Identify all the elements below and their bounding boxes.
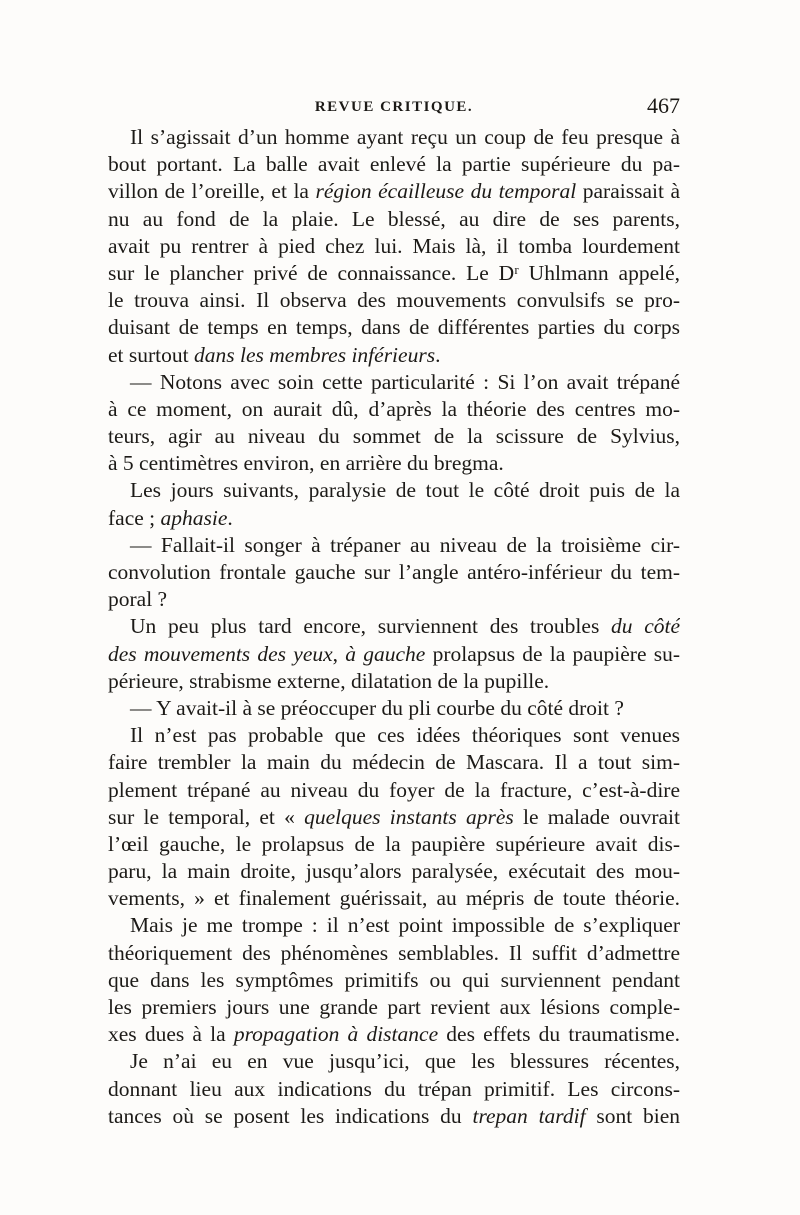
text-line [108, 641, 680, 668]
text-run: à 5 centimètres environ, en arrière du bregma. [108, 451, 504, 476]
text-run: duisant de temps en temps, dans de différentes parties du corps [108, 315, 680, 340]
text-line [108, 559, 680, 586]
text-line [108, 994, 680, 1021]
text-run: Les jours suivants, paralysie de tout le côté droit puis de la [130, 478, 680, 503]
text-line [108, 532, 680, 559]
text-run: sont bien [585, 1103, 680, 1128]
text-line [108, 206, 680, 233]
text-line [108, 178, 680, 205]
page-number: 467 [647, 93, 680, 118]
text-line [108, 287, 680, 314]
text-run: donnant lieu aux indications du trépan primitif. Les circons- [108, 1076, 680, 1101]
text-line [108, 940, 680, 967]
text-run: Mais je me trompe : il n’est point impossible de s’expliquer [130, 913, 680, 938]
text-run: et surtout [108, 342, 194, 367]
text-line [108, 885, 680, 912]
text-line [108, 613, 680, 640]
italic-phrase: à gauche [345, 641, 426, 666]
text-run: périeure, strabisme externe, dilatation de la pupille. [108, 668, 550, 693]
text-line [108, 314, 680, 341]
text-run: xes dues à la [108, 1022, 234, 1047]
text-run: Je n’ai eu en vue jusqu’ici, que les blessures récentes, [130, 1049, 680, 1074]
text-run: l’œil gauche, le prolapsus de la paupière supérieure avait dis- [108, 831, 680, 856]
text-run: les premiers jours une grande part revient aux lésions comple- [108, 995, 680, 1019]
italic-phrase: dans les membres inférieurs [194, 342, 436, 367]
text-run: sur le plancher privé de connaissance. Le Dʳ Uhlmann appelé, [108, 260, 680, 285]
text-run: villon de l’oreille, et la [108, 179, 316, 204]
text-run: bout portant. La balle avait enlevé la partie supérieure du pa- [108, 152, 680, 177]
text-run: vements, » et finalement guérissait, au mépris de toute théorie. [108, 886, 680, 911]
italic-phrase: des mouvements des yeux [108, 641, 333, 666]
text-run: avait pu rentrer à pied chez lui. Mais là, il tomba lourdement [108, 233, 680, 258]
text-line [108, 1048, 680, 1075]
text-line [108, 260, 680, 287]
text-line [108, 967, 680, 994]
italic-phrase: aphasie [160, 505, 228, 530]
text-line [108, 151, 680, 178]
italic-phrase: trepan tardif [472, 1103, 586, 1128]
text-run: , [332, 641, 346, 666]
text-line [108, 396, 680, 423]
text-line [108, 831, 680, 858]
italic-phrase: quelques instants après [304, 804, 514, 829]
text-line [108, 668, 680, 695]
italic-phrase: propagation à distance [233, 1022, 439, 1047]
text-line [108, 369, 680, 396]
text-line [108, 124, 680, 151]
text-line [108, 722, 680, 749]
text-line [108, 749, 680, 776]
text-run: que dans les symptômes primitifs ou qui surviennent pendant [108, 967, 680, 992]
text-line [108, 450, 680, 477]
text-line [108, 804, 680, 831]
text-run: — Y avait-il à se préoccuper du pli courbe du côté droit ? [130, 695, 624, 720]
running-head [108, 93, 680, 121]
text-run: des effets du traumatisme. [438, 1022, 680, 1047]
text-run: . [227, 505, 233, 530]
text-run: prolapsus de la paupière su- [425, 641, 680, 666]
text-run: le trouva ainsi. Il observa des mouvements convulsifs se pro- [108, 288, 680, 313]
text-line [108, 912, 680, 939]
text-run: faire trembler la main du médecin de Mascara. Il a tout sim- [108, 750, 680, 775]
italic-phrase: région écailleuse du temporal [315, 179, 577, 204]
text-run: . [435, 342, 441, 367]
text-line [108, 695, 680, 722]
text-line [108, 858, 680, 885]
text-line [108, 777, 680, 804]
text-run: sur le temporal, et « [108, 804, 305, 829]
text-run: — Notons avec soin cette particularité : Si l’on avait trépané [130, 369, 680, 394]
text-line [108, 1103, 680, 1130]
body-text [108, 124, 680, 1130]
italic-phrase: du côté [611, 614, 680, 639]
text-run: Un peu plus tard encore, surviennent des troubles [130, 614, 611, 639]
text-line [108, 1076, 680, 1103]
text-run: paraissait à [576, 179, 680, 204]
text-run: tances où se posent les indications du [108, 1103, 473, 1128]
text-run: Il n’est pas probable que ces idées théoriques sont venues [130, 723, 680, 748]
text-run: poral ? [108, 587, 168, 612]
text-line [108, 477, 680, 504]
text-run: à ce moment, on aurait dû, d’après la théorie des centres mo- [108, 396, 680, 421]
text-run: le malade ouvrait [513, 804, 680, 829]
text-run: paru, la main droite, jusqu’alors paralysée, exécutait des mou- [108, 859, 680, 884]
text-line [108, 423, 680, 450]
text-run: — Fallait-il songer à trépaner au niveau de la troisième cir- [130, 532, 680, 557]
text-run: plement trépané au niveau du foyer de la fracture, c’est-à-dire [108, 777, 680, 802]
text-run: convolution frontale gauche sur l’angle antéro-inférieur du tem- [108, 560, 680, 584]
text-run: théoriquement des phénomènes semblables. Il suffit d’admettre [108, 940, 680, 965]
text-run: teurs, agir au niveau du sommet de la scissure de Sylvius, [108, 424, 680, 449]
text-line [108, 1021, 680, 1048]
running-title: REVUE CRITIQUE. [314, 99, 474, 115]
text-run: Il s’agissait d’un homme ayant reçu un coup de feu presque à [130, 125, 680, 149]
text-line [108, 586, 680, 613]
text-line [108, 342, 680, 369]
text-line [108, 233, 680, 260]
text-line [108, 505, 680, 532]
text-run: nu au fond de la plaie. Le blessé, au dire de ses parents, [108, 206, 680, 231]
text-run: face ; [108, 505, 161, 530]
